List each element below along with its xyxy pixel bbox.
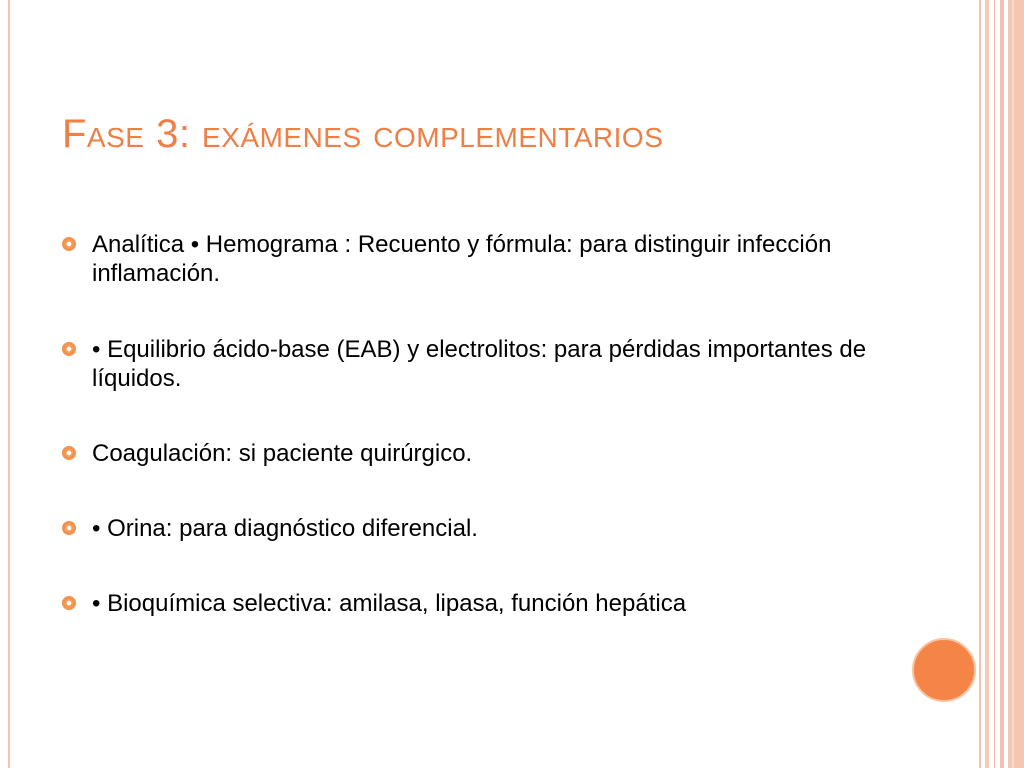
bullet-text: • Equilibrio ácido-base (EAB) y electrolitos: para pérdidas importantes de líquidos. [92, 336, 867, 392]
ring-bullet-icon [62, 446, 76, 460]
bullet-text: Analítica • Hemograma : Recuento y fórmula: para distinguir infección inflamación. [92, 231, 832, 287]
bullet-text: Coagulación: si paciente quirúrgico. [92, 440, 473, 467]
ring-bullet-icon [62, 596, 76, 610]
bullet-item [62, 335, 922, 393]
bullet-text: • Bioquímica selectiva: amilasa, lipasa, función hepática [92, 590, 687, 617]
bullet-item [62, 514, 922, 543]
bullet-item [62, 589, 922, 618]
bullet-item [62, 439, 922, 468]
ring-bullet-icon [62, 237, 76, 251]
decorative-stripe [1000, 0, 1004, 768]
decorative-stripe [1012, 0, 1014, 768]
decorative-stripe [985, 0, 989, 768]
bullet-list [62, 230, 922, 618]
ring-bullet-icon [62, 342, 76, 356]
decorative-circle [912, 638, 976, 702]
decorative-stripe [994, 0, 995, 768]
decorative-stripe [1008, 0, 1024, 768]
slide-title: Fase 3: exámenes complementarios [62, 112, 664, 156]
bullet-item [62, 230, 922, 288]
bullet-text: • Orina: para diagnóstico diferencial. [92, 515, 478, 542]
ring-bullet-icon [62, 521, 76, 535]
